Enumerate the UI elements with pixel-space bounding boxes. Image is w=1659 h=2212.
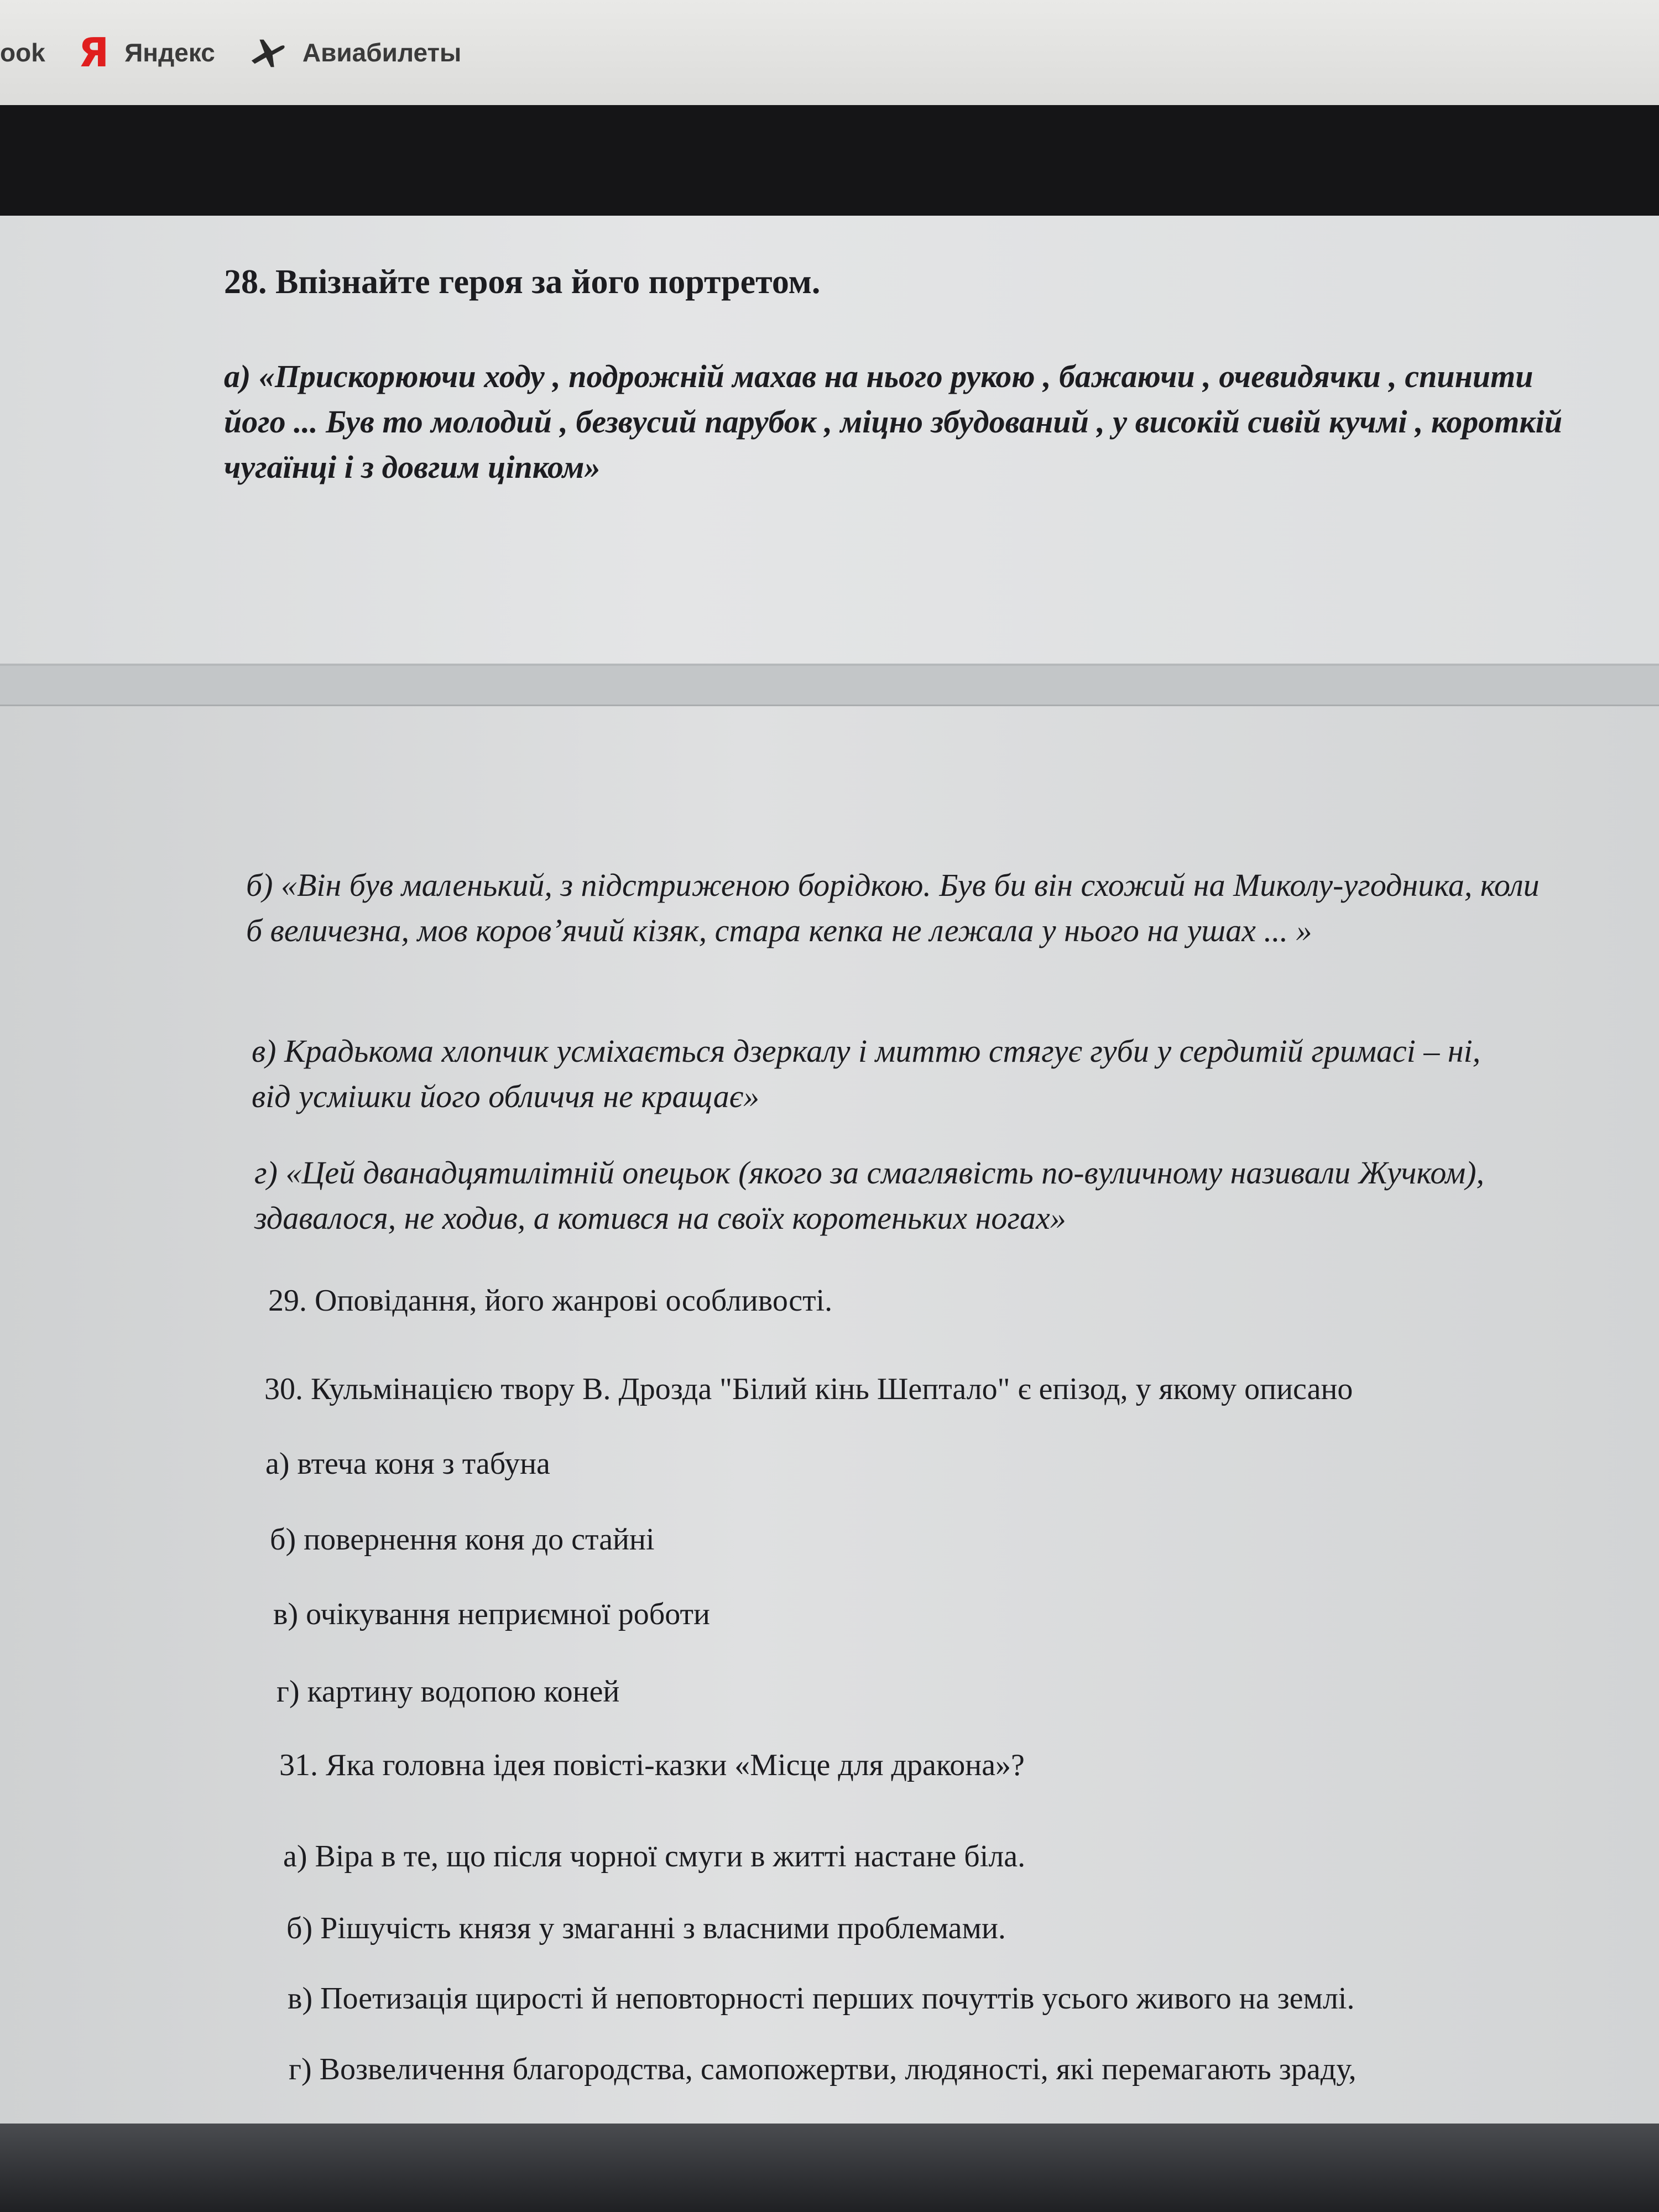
question-28-option-a: а) «Прискорюючи ходу , подрожній махав на нього рукою , бажаючи , очевидячки , спинити його ... Був то молодий , безвусий парубок , міцно збудований , у високій сивій кучмі , короткій чугаїнці і з довгим ціпком» — [224, 358, 1563, 485]
question-30-option-v: в) очікування неприємної роботи — [273, 1597, 710, 1631]
bookmark-yandex-label: Яндекс — [124, 38, 215, 67]
monitor-bezel — [0, 2124, 1659, 2212]
question-28-title: 28. Впізнайте героя за його портретом. — [224, 263, 821, 301]
yandex-icon: Я — [78, 29, 109, 76]
bookmark-yandex[interactable] — [78, 29, 215, 76]
question-31-option-v: в) Поетизація щирості й неповторності перших почуттів усього живого на землі. — [288, 1981, 1355, 2016]
question-30-option-b: б) повернення коня до стайні — [270, 1522, 655, 1557]
bookmark-facebook[interactable] — [0, 38, 45, 67]
bookmark-aviabilety-label: Авиабилеты — [302, 38, 462, 67]
page-header — [0, 105, 1659, 216]
bookmarks-bar — [0, 0, 1659, 105]
bookmark-facebook-label: ook — [0, 38, 45, 67]
question-31-option-b: б) Рішучість князя у змаганні з власними проблемами. — [286, 1911, 1006, 1945]
question-29-title: 29. Оповідання, його жанрові особливості. — [268, 1284, 833, 1318]
bookmark-aviabilety[interactable] — [248, 33, 461, 72]
question-31-option-a: а) Віра в те, що після чорної смуги в житті настане біла. — [283, 1839, 1026, 1874]
question-28-option-b: б) «Він був маленький, з підстриженою борідкою. Був би він схожий на Миколу-угодника, коли б величезна, мов коров’ячий кізяк, стара кепка не лежала у нього на ушах ... » — [246, 867, 1540, 948]
question-28-option-v: в) Крадькома хлопчик усміхається дзеркалу і миттю стягує губи у сердитій гримасі – ні, від усмішки його обличчя не кращає» — [252, 1033, 1481, 1114]
plane-icon — [248, 33, 287, 72]
question-30-option-a: а) втеча коня з табуна — [265, 1447, 550, 1481]
question-31-title: 31. Яка головна ідея повісті-казки «Місце для дракона»? — [279, 1748, 1025, 1782]
question-28-option-g: г) «Цей дванадцятилітній опецьок (якого за смаглявість по-вуличному називали Жучком), здавалося, не ходив, а котився на своїх коротеньких ногах» — [254, 1155, 1485, 1236]
question-31-option-g: г) Возвеличення благородства, самопожертви, людяності, які перемагають зраду, — [289, 2052, 1357, 2086]
panel-separator — [0, 666, 1659, 706]
question-30-title: 30. Кульмінацією твору В. Дрозда "Білий кінь Шептало" є епізод, у якому описано — [264, 1372, 1353, 1406]
question-30-option-g: г) картину водопою коней — [276, 1674, 620, 1709]
